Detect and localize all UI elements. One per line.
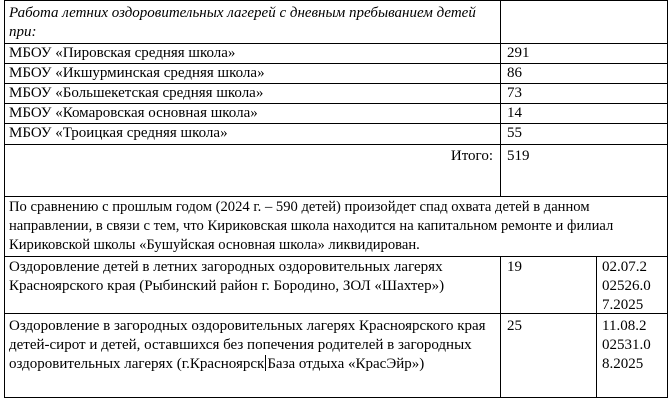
camp-description-part: База отдыха «КрасЭйр»)	[267, 356, 425, 372]
camp-description-part: Оздоровление в загородных оздоровительных лагерях Красноярского края детей-сирот и детей, оставшихся без попечения родителей в загородных оздоровительных лагерях (г.Красноярск	[9, 318, 486, 372]
school-name: МБОУ «Большекетская средняя школа»	[9, 85, 264, 101]
table-border-top	[4, 0, 668, 1]
row-divider	[4, 196, 668, 197]
camp-description: Оздоровление детей в летних загородных оздоровительных лагерях Красноярского края (Рыбинский район г. Бородино, ЗОЛ «Шахтер»)	[9, 259, 445, 294]
camp-dates: 02.07.2 02526.0 7.2025	[602, 259, 651, 313]
column-divider	[500, 0, 501, 197]
school-name: МБОУ «Икшурминская средняя школа»	[9, 65, 265, 81]
school-count: 73	[507, 85, 522, 101]
row-divider	[4, 256, 668, 257]
row-divider	[4, 313, 668, 314]
column-divider	[500, 256, 501, 398]
school-name: МБОУ «Пировская средняя школа»	[9, 45, 236, 61]
camp-count: 19	[507, 259, 522, 275]
table-border-right	[667, 0, 668, 398]
table-border-left	[4, 0, 5, 398]
total-value: 519	[507, 148, 530, 164]
total-label: Итого:	[450, 148, 493, 164]
camp-count: 25	[507, 318, 522, 334]
comparison-note: По сравнению с прошлым годом (2024 г. – 590 детей) произойдет спад охвата детей в данном направлении, в связи с тем, что Кириковская школа находится на капитальном ремонте и филиал Кириковской школы «Бушуйская основная школа» ликвидирован.	[9, 199, 614, 253]
row-divider	[4, 144, 668, 145]
column-divider	[596, 256, 597, 398]
school-count: 86	[507, 65, 522, 81]
camp-dates: 11.08.2 02531.0 8.2025	[602, 318, 651, 372]
camps-header-cell: Работа летних оздоровительных лагерей с дневным пребыванием детей при:	[9, 5, 476, 40]
camp-description	[9, 317, 497, 374]
school-count: 14	[507, 105, 522, 121]
school-count: 55	[507, 125, 522, 141]
table-border-bottom	[4, 397, 668, 398]
school-count: 291	[507, 45, 530, 61]
school-name: МБОУ «Троицкая средняя школа»	[9, 125, 228, 141]
school-name: МБОУ «Комаровская основная школа»	[9, 105, 258, 121]
